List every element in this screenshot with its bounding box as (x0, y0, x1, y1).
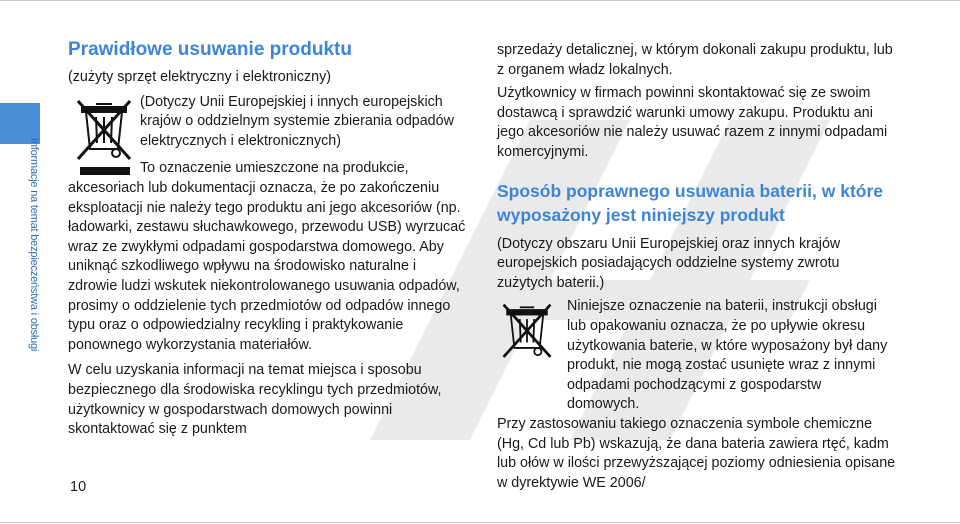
section-vertical-label-text: Informacje na temat bezpieczeństwa i obsługi (28, 138, 40, 352)
weee-symbol-block (68, 93, 468, 356)
chemical-symbols-paragraph: Przy zastosowaniu takiego oznaczenia symbole chemiczne (Hg, Cd lub Pb) wskazują, że dana bateria zawiera rtęć, kadm lub ołów w ilości przewyższającej poziomy odniesienia opisane w dyrektywie WE 2006/ (497, 415, 896, 491)
disposal-section-subtitle: (zużyty sprzęt elektryczny i elektroniczny) (68, 69, 331, 85)
page-number: 10 (70, 479, 87, 495)
disposal-section-title: Prawidłowe usuwanie produktu (68, 39, 352, 60)
page-bottom-border (0, 522, 960, 523)
recycling-info-paragraph: W celu uzyskania informacji na temat miejsca i sposobu bezpiecznego dla środowiska recyklingu tych przedmiotów, użytkownicy w gospodarstwach domowych powinni skontaktować się z punktem (68, 362, 442, 438)
retailer-continuation-paragraph: sprzedaży detalicznej, w którym dokonali zakupu produktu, lub z organem władz lokalnych. (497, 42, 893, 78)
battery-symbol-paragraph: Niniejsze oznaczenie na baterii, instrukcji obsługi lub opakowaniu oznacza, że po upływie okresu użytkowania baterie, w które wyposażony był dany produkt, nie mogą zostać usunięte wraz z innymi odpadami pochodzącymi z gospodarstw domowych. (567, 298, 888, 413)
battery-symbol-block (497, 297, 897, 415)
section-vertical-label (22, 138, 40, 400)
crossed-bin-icon (74, 97, 134, 179)
disposal-main-paragraph: To oznaczenie umieszczone na produkcie, akcesoriach lub dokumentacji oznacza, że po zakończeniu eksploatacji nie należy tego produktu ani jego akcesoriów (np. ładowarki, zestawu słuchawkowego, przewodu USB) wyrzucać wraz ze zwykłymi odpadami gospodarstwa domowego. Aby uniknąć szkodliwego wpływu na środowisko naturalne i zdrowie ludzi wskutek niekontrolowanego usuwania odpadów, prosimy o oddzielenie tych przedmiotów od odpadów innego typu oraz o odpowiedzialny recykling i praktykowanie ponownego wykorzystania materiałów. (68, 160, 466, 353)
right-column (497, 41, 897, 493)
crossed-bin-icon (497, 301, 557, 375)
left-column (68, 37, 468, 440)
battery-section-title: Sposób poprawnego usuwania baterii, w które wyposażony jest niniejszy produkt (497, 180, 884, 225)
battery-section-subtitle: (Dotyczy obszaru Unii Europejskiej oraz innych krajów europejskich posiadających oddzielne systemy zwrotu zużytych baterii.) (497, 235, 841, 291)
weee-symbol-caption: (Dotyczy Unii Europejskiej i innych europejskich krajów o oddzielnym systemie zbierania odpadów elektrycznych i elektronicznych) (140, 93, 454, 149)
business-users-paragraph: Użytkownicy w firmach powinni skontaktować się ze swoim dostawcą i sprawdzić warunki umowy zakupu. Produktu ani jego akcesoriów nie należy usuwać razem z innymi odpadami komercyjnymi. (497, 85, 888, 160)
page-top-border (0, 0, 960, 1)
